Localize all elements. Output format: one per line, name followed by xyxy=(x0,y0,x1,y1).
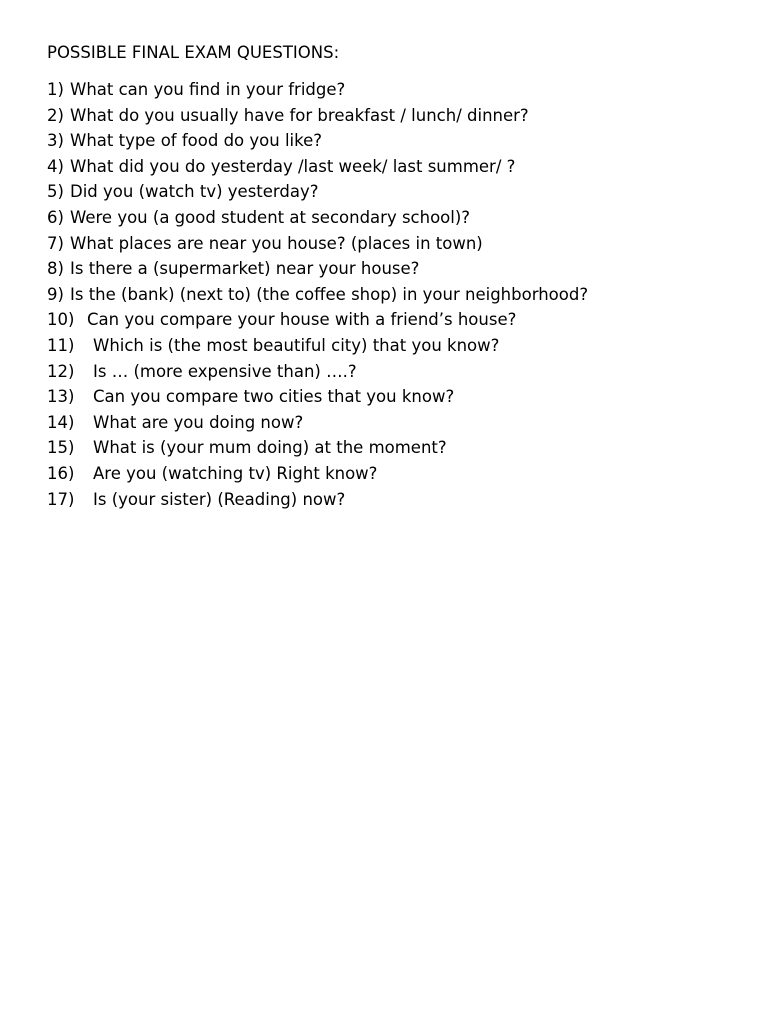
question-text: What are you doing now? xyxy=(93,412,304,432)
question-number: 16) xyxy=(47,463,75,483)
question-number: 12) xyxy=(47,361,75,381)
question-number: 17) xyxy=(47,489,75,509)
question-text: Is the (bank) (next to) (the coffee shop) in your neighborhood? xyxy=(70,284,589,304)
question-text: Which is (the most beautiful city) that you know? xyxy=(93,335,500,355)
question-number: 9) xyxy=(47,284,64,304)
document-title: POSSIBLE FINAL EXAM QUESTIONS: xyxy=(47,43,340,62)
question-text: Are you (watching tv) Right know? xyxy=(93,463,378,483)
question-text: What can you find in your fridge? xyxy=(70,80,346,99)
question-text: What places are near you house? (places in town) xyxy=(70,233,483,253)
question-text: What do you usually have for breakfast / lunch/ dinner? xyxy=(70,105,529,125)
question-text: Is … (more expensive than) ….? xyxy=(93,361,357,381)
question-number: 2) xyxy=(47,105,64,125)
question-number: 13) xyxy=(47,387,75,407)
question-number: 11) xyxy=(47,335,75,355)
question-text: Did you (watch tv) yesterday? xyxy=(70,182,319,202)
question-text: What type of food do you like? xyxy=(70,131,322,151)
question-number: 8) xyxy=(47,259,64,279)
question-number: 4) xyxy=(47,156,64,176)
question-text: What did you do yesterday /last week/ last summer/ ? xyxy=(70,156,516,176)
question-text: Can you compare your house with a friend’s house? xyxy=(87,310,517,330)
question-text: Were you (a good student at secondary school)? xyxy=(70,207,471,227)
question-text: Is there a (supermarket) near your house? xyxy=(70,259,420,279)
question-number: 15) xyxy=(47,438,75,458)
question-number: 6) xyxy=(47,207,64,227)
question-text: Can you compare two cities that you know? xyxy=(93,387,455,407)
question-text: Is (your sister) (Reading) now? xyxy=(93,489,346,509)
question-number: 3) xyxy=(47,131,64,151)
question-number: 1) xyxy=(47,80,64,99)
question-number: 14) xyxy=(47,412,75,432)
question-number: 7) xyxy=(47,233,64,253)
question-text: What is (your mum doing) at the moment? xyxy=(93,438,447,458)
question-number: 5) xyxy=(47,182,64,202)
question-number: 10) xyxy=(47,310,75,330)
